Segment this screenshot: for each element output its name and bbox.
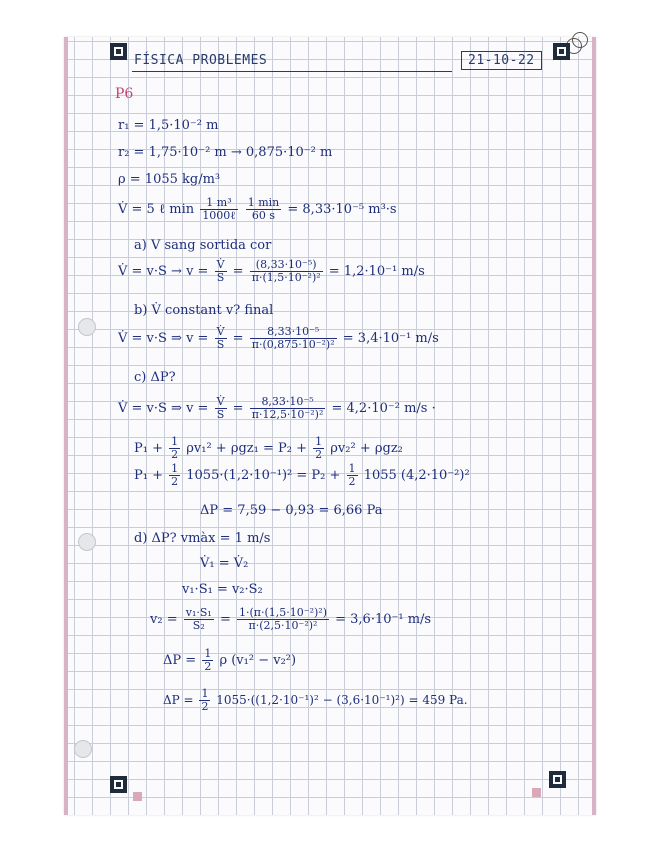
corner-marker-icon	[110, 776, 127, 793]
header-title: FÍSICA PROBLEMES	[134, 53, 268, 68]
part-c-heading: c) ΔP?	[134, 370, 176, 385]
binder-hole-icon	[74, 740, 92, 758]
given-r2: r₂ = 1,75·10⁻² m → 0,875·10⁻² m	[118, 145, 333, 160]
part-a-heading: a) V sang sortida cor	[134, 238, 272, 253]
eq-continuity: V̇₁ = V̇₂	[200, 556, 249, 571]
eq-flow-rate: V̇ = 5 ℓ min $\frac{\text{1 m³}}{\text{1000ℓ}}$ $\frac{1 \min}{60 s}$ = 8,33·10⁻⁵ m³·s	[118, 196, 397, 222]
corner-marker-icon	[110, 43, 127, 60]
eq-bernoulli-values: P₁ + $\frac{1}{2}$ 1055·(1,2·10⁻¹)² = P₂ + $\frac{1}{2}$ 1055 (4,2·10⁻²)²	[134, 462, 470, 488]
given-r1: r₁ = 1,5·10⁻² m	[118, 118, 219, 133]
part-b-heading: b) V̇ constant v? final	[134, 303, 274, 318]
eq-final-result: ΔP = $\frac{1}{2}$ 1055·((1,2·10⁻¹)² − (3,6·10⁻¹)²) = 459 Pa.	[163, 687, 468, 713]
corner-marker-icon	[553, 43, 570, 60]
eq-v2: v₂ = $\frac{\text{v₁·S₁}}{\text{S₂}}$ = $\frac{\text{1·(π·(1,5·10⁻²)²)}}{\text{π·(2,5·10⁻²)²}}$ = 3,6·10⁻¹ m/s	[150, 606, 432, 632]
corner-marker-icon	[549, 771, 566, 788]
header-date: 21-10-22	[461, 51, 542, 70]
eq-bernoulli: P₁ + $\frac{1}{2}$ ρv₁² + ρgz₁ = P₂ + $\frac{1}{2}$ ρv₂² + ρgz₂	[134, 435, 403, 461]
eq-part-c: V̇ = v·S ⇒ v = $\frac{V̇}{S}$ = $\frac{\text{8,33·10⁻⁵}}{\text{π·12,5·10⁻²)²}}$ = 4,2·10⁻² m/s ·	[118, 395, 436, 421]
eq-part-a: V̇ = v·S → v = $\frac{V̇}{S}$ = $\frac{\text{(8,33·10⁻⁵)}}{\text{π·(1,5·10⁻²)²}}$ = 1,2·10⁻¹ m/s	[118, 258, 425, 284]
corner-square-icon	[133, 792, 142, 801]
binder-hole-icon	[78, 318, 96, 336]
eq-delta-p: ΔP = $\frac{1}{2}$ ρ (v₁² − v₂²)	[163, 647, 297, 673]
header-divider	[132, 71, 452, 72]
eq-velocity-area: v₁·S₁ = v₂·S₂	[182, 582, 263, 597]
given-density: ρ = 1055 kg/m³	[118, 172, 221, 187]
problem-id: P6	[115, 86, 134, 102]
binder-hole-icon	[78, 533, 96, 551]
part-d-heading: d) ΔP? vmàx = 1 m/s	[134, 531, 271, 546]
eq-part-b: V̇ = v·S ⇒ v = $\frac{V̇}{S}$ = $\frac{\text{8,33·10⁻⁵}}{\text{π·(0,875·10⁻²)²}}$ = 3,4·10⁻¹ m/s	[118, 325, 439, 351]
corner-square-icon	[532, 788, 541, 797]
result-part-c: ΔP = 7,59 − 0,93 = 6,66 Pa	[200, 503, 383, 518]
